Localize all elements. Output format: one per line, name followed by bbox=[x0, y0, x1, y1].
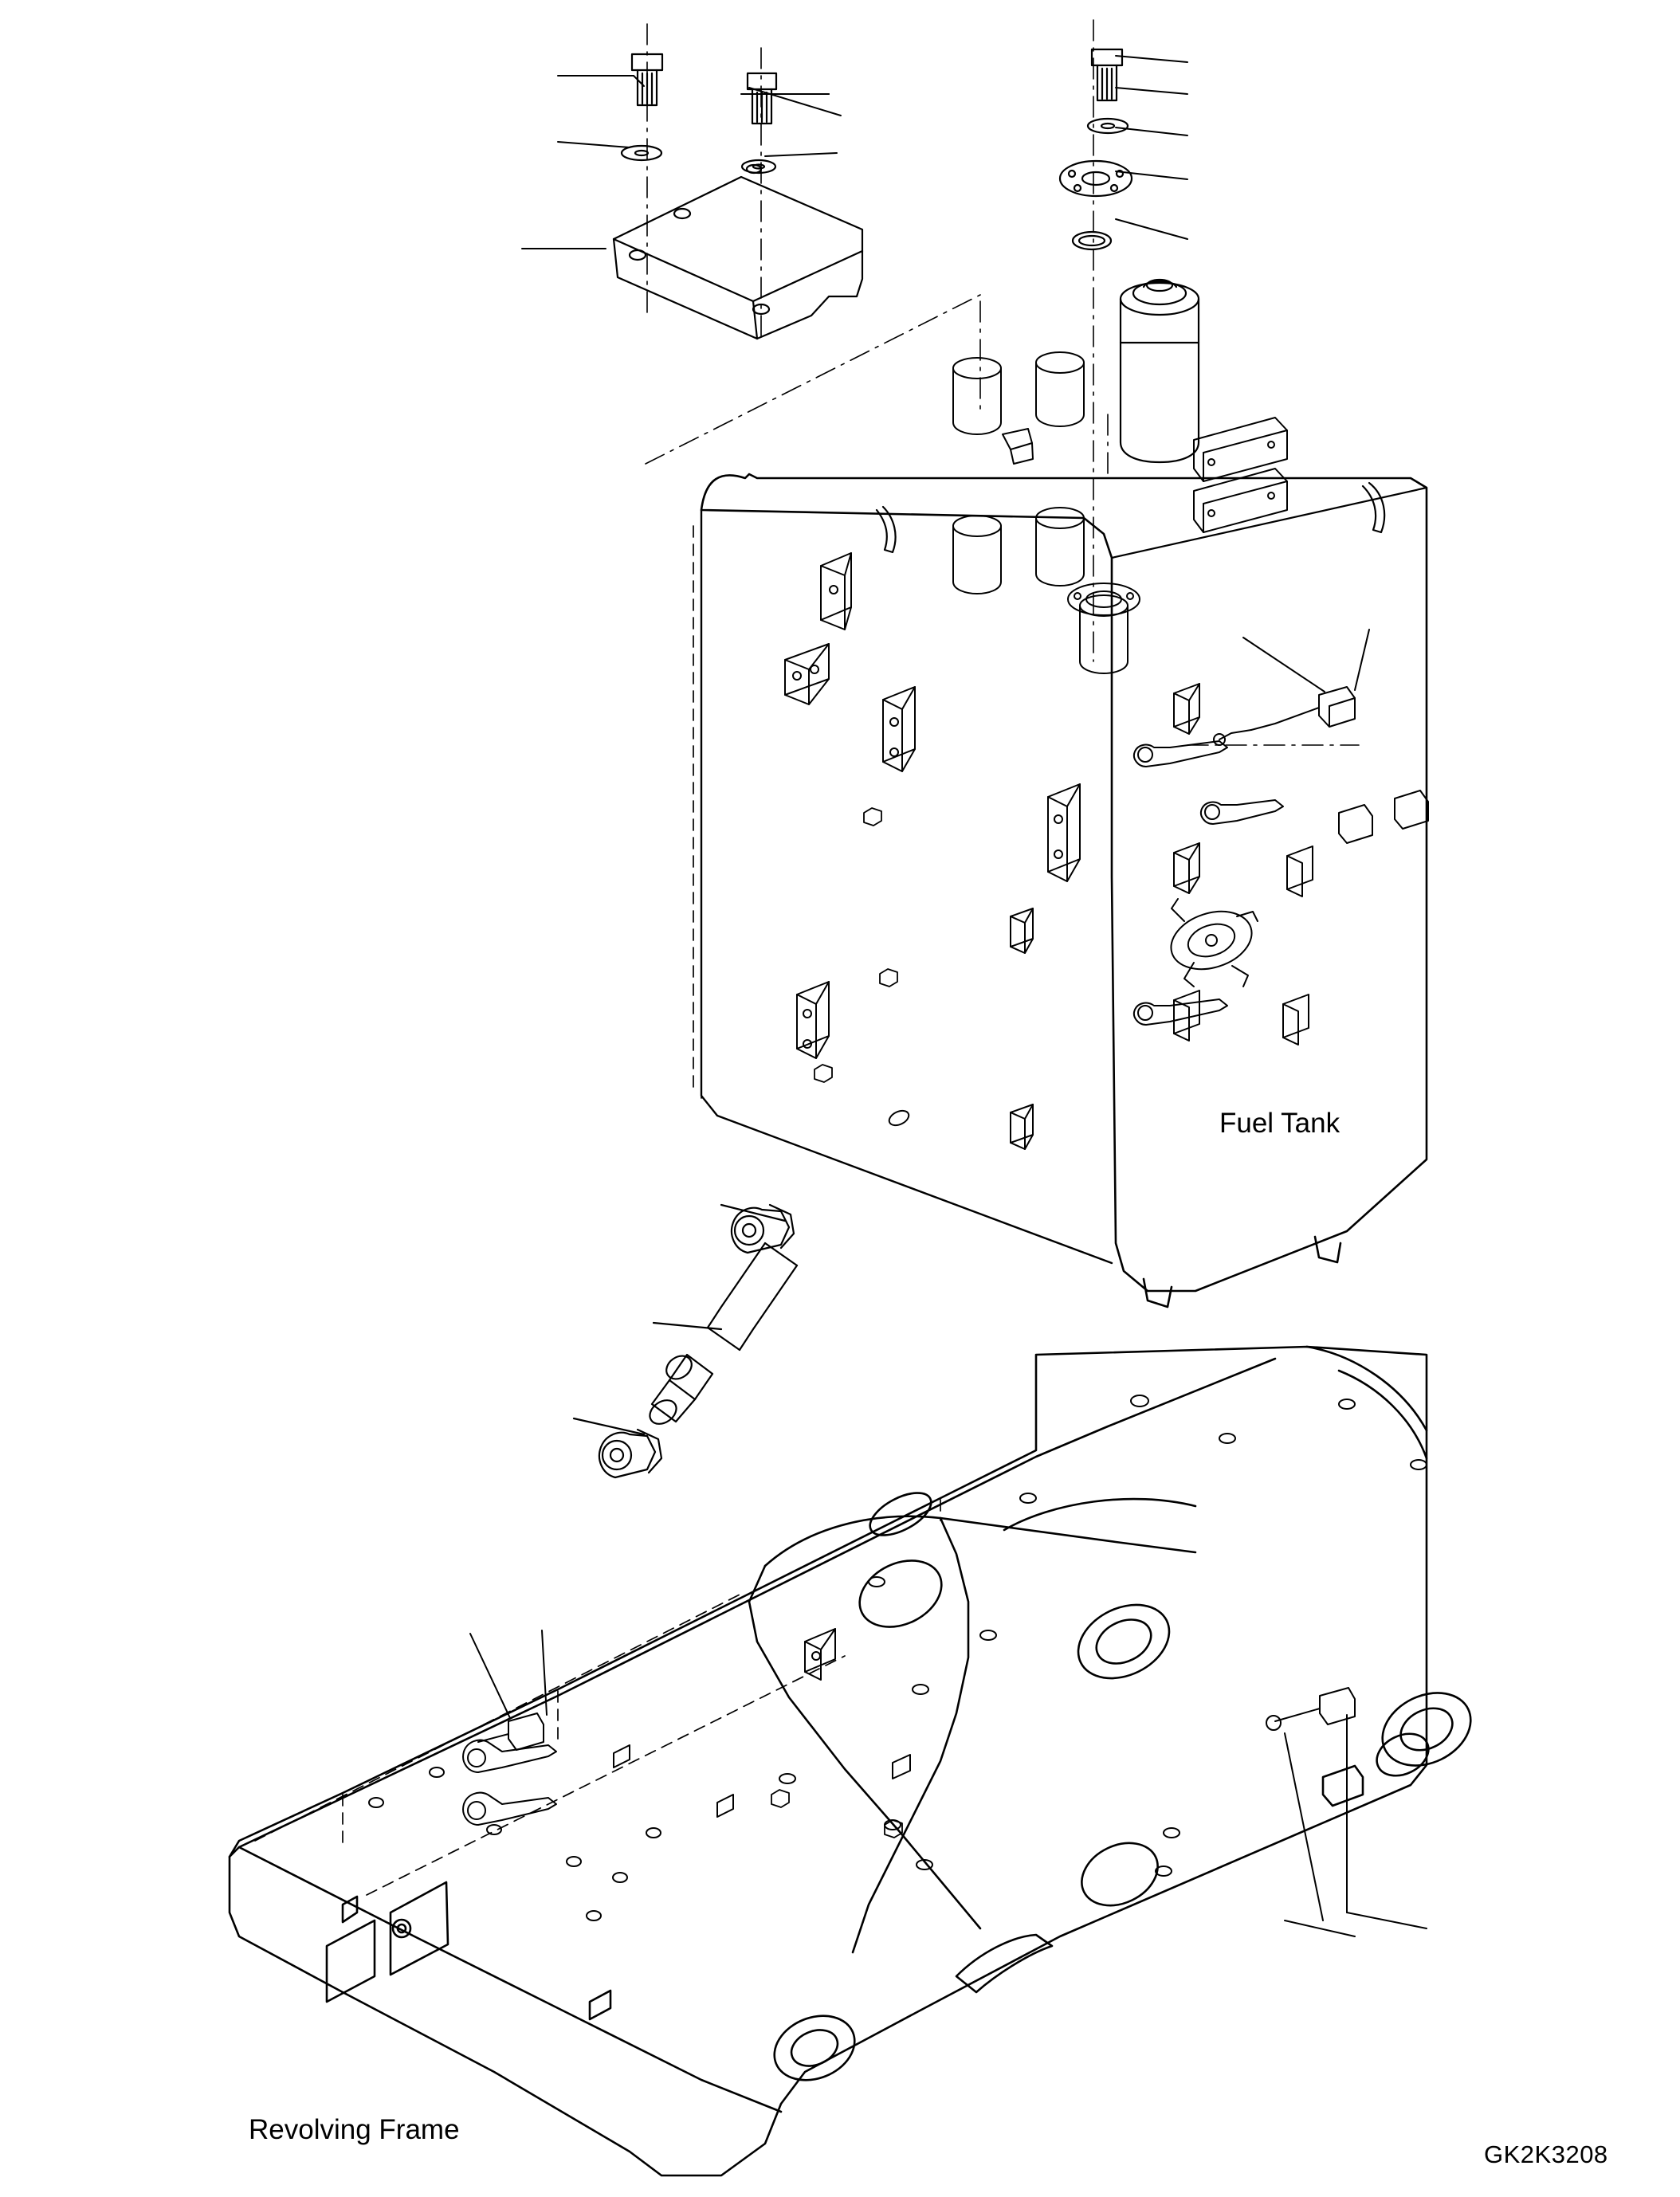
center-lines bbox=[646, 20, 1359, 745]
hose-assembly bbox=[574, 1205, 797, 1477]
bolt-upper-middle bbox=[748, 73, 776, 124]
terminal-lugs bbox=[1134, 741, 1428, 1025]
fuel-tank-body bbox=[693, 474, 1427, 1307]
washer-left bbox=[622, 146, 661, 160]
revolving-frame-label: Revolving Frame bbox=[249, 2114, 460, 2145]
clamp-lower bbox=[599, 1430, 661, 1477]
cover-plate bbox=[614, 165, 862, 339]
filler-cap-assembly bbox=[1121, 280, 1199, 462]
sensor-leader-upper bbox=[1243, 630, 1369, 692]
level-sender bbox=[1164, 899, 1259, 987]
bolt-upper-right bbox=[1092, 49, 1122, 100]
gasket-flange bbox=[1060, 161, 1132, 196]
sensor-switch-upper bbox=[1214, 687, 1355, 745]
drawing-code: GK2K3208 bbox=[1484, 2140, 1608, 2168]
revolving-frame-body bbox=[230, 1347, 1483, 2175]
fuel-tank-label: Fuel Tank bbox=[1219, 1108, 1340, 1139]
o-ring bbox=[1073, 232, 1111, 249]
